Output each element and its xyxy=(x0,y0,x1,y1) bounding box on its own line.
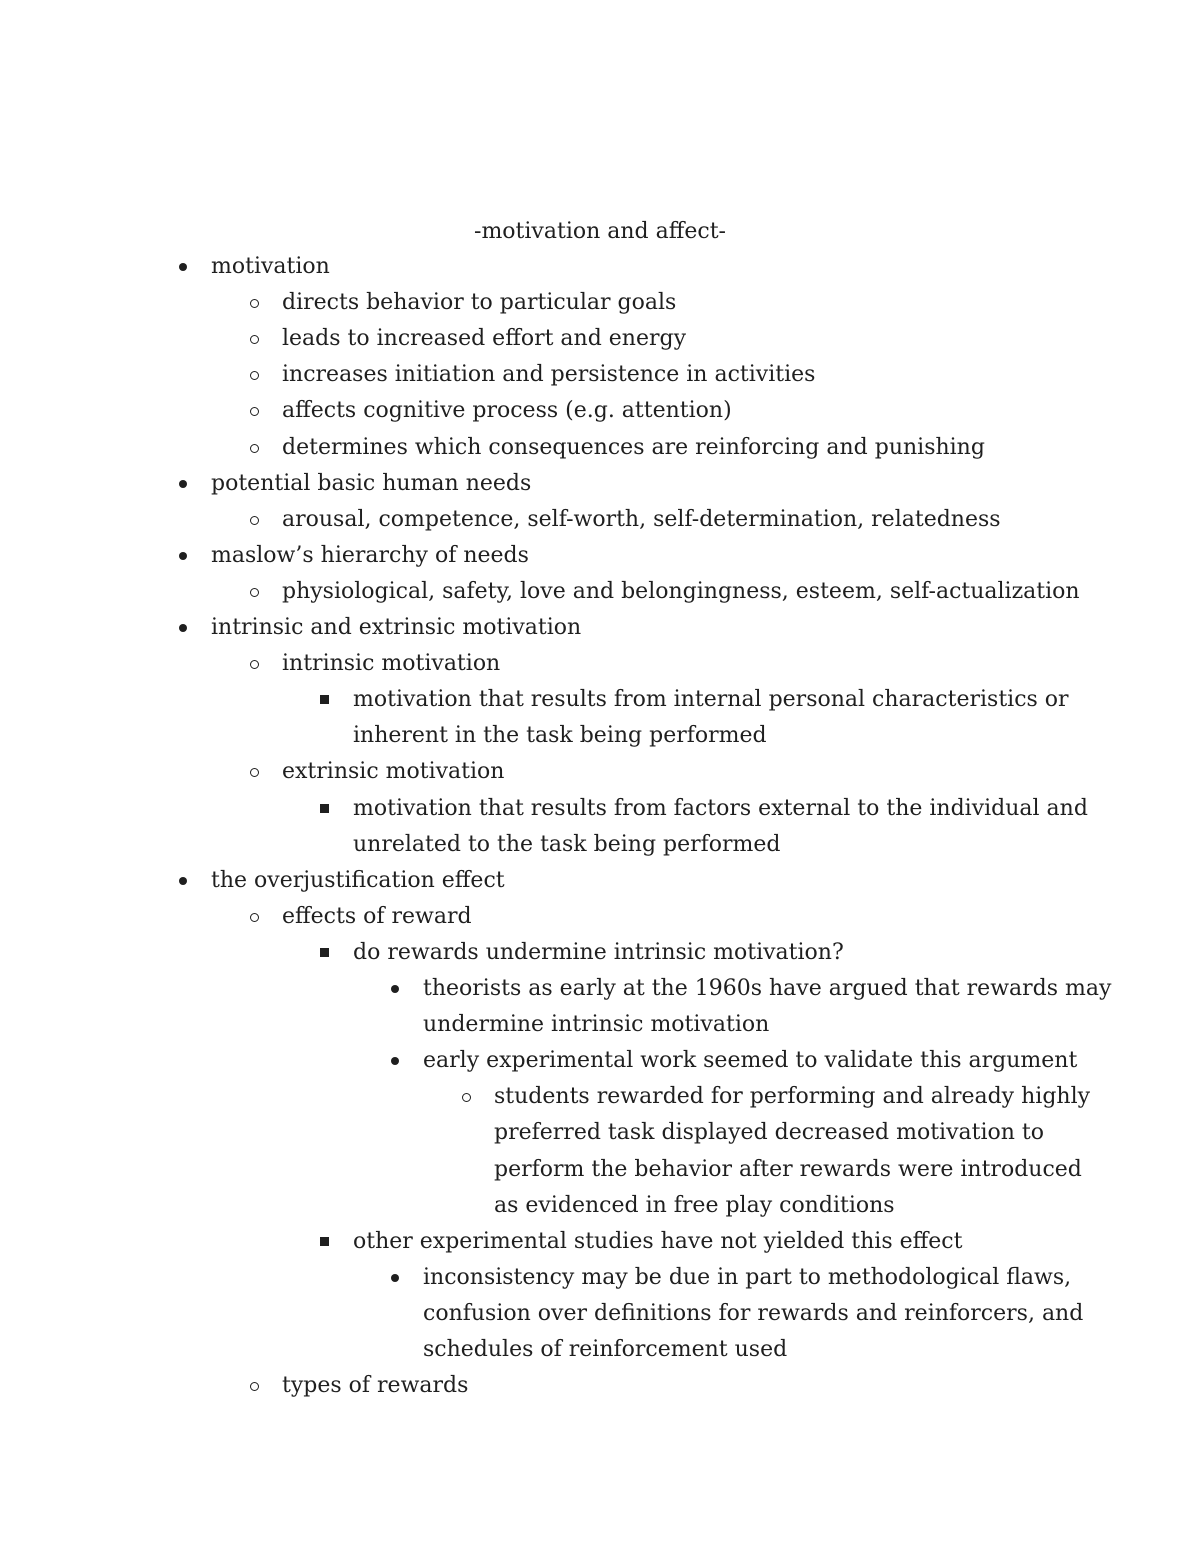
outline-item-text: do rewards undermine intrinsic motivation? xyxy=(353,939,844,965)
outline-item-text: motivation that results from factors external to the individual and xyxy=(353,795,1088,821)
outline-item-text: inherent in the task being performed xyxy=(353,723,767,749)
square-bullet-icon xyxy=(320,804,329,813)
outline-item-text: extrinsic motivation xyxy=(282,759,505,785)
outline-item-text: schedules of reinforcement used xyxy=(423,1337,788,1362)
outline-item-text: as evidenced in free play conditions xyxy=(494,1192,895,1218)
outline-item-text: students rewarded for performing and already highly xyxy=(494,1084,1091,1110)
bullet-icon xyxy=(179,480,187,488)
bullet-icon xyxy=(179,552,187,560)
outline-item-text: directs behavior to particular goals xyxy=(282,290,677,316)
bullet-icon xyxy=(391,1274,399,1282)
outline-item-text: increases initiation and persistence in activities xyxy=(282,362,816,388)
outline-item-text: physiological, safety, love and belongingness, esteem, self-actualization xyxy=(282,578,1080,604)
outline-item-text: motivation that results from internal personal characteristics or xyxy=(353,687,1069,713)
outline-item-text: perform the behavior after rewards were introduced xyxy=(494,1156,1082,1182)
hollow-bullet-icon xyxy=(250,371,259,380)
square-bullet-icon xyxy=(320,1237,329,1246)
hollow-bullet-icon xyxy=(250,768,259,777)
hollow-bullet-icon xyxy=(462,1093,471,1102)
hollow-bullet-icon xyxy=(250,444,259,453)
outline-item-text: leads to increased effort and energy xyxy=(282,326,687,352)
outline-item-text: potential basic human needs xyxy=(211,470,532,496)
outline-item-text: determines which consequences are reinforcing and punishing xyxy=(282,434,985,460)
outline-item-text: affects cognitive process (e.g. attention) xyxy=(282,398,732,424)
hollow-bullet-icon xyxy=(250,335,259,344)
outline-item-text: preferred task displayed decreased motivation to xyxy=(494,1120,1045,1146)
outline-item-text: intrinsic and extrinsic motivation xyxy=(211,615,582,640)
square-bullet-icon xyxy=(320,948,329,957)
outline-item-text: types of rewards xyxy=(282,1373,469,1399)
bullet-icon xyxy=(179,877,187,885)
outline-item-text: the overjustification effect xyxy=(211,867,505,893)
outline-item-text: early experimental work seemed to validate this argument xyxy=(423,1048,1078,1074)
outline-item-text: intrinsic motivation xyxy=(282,651,501,677)
hollow-bullet-icon xyxy=(250,516,259,525)
outline-item-text: other experimental studies have not yielded this effect xyxy=(353,1228,963,1254)
bullet-icon xyxy=(179,624,187,632)
outline-item-text: inconsistency may be due in part to methodological flaws, xyxy=(423,1264,1072,1290)
outline-item-text: confusion over definitions for rewards and reinforcers, and xyxy=(423,1300,1084,1326)
outline-item-text: effects of reward xyxy=(282,903,472,929)
hollow-bullet-icon xyxy=(250,660,259,669)
hollow-bullet-icon xyxy=(250,299,259,308)
bullet-icon xyxy=(391,1057,399,1065)
outline-item-text: motivation xyxy=(211,254,330,279)
hollow-bullet-icon xyxy=(250,913,259,922)
outline-item-text: undermine intrinsic motivation xyxy=(423,1012,770,1038)
document-title: -motivation and affect- xyxy=(474,219,726,244)
bullet-icon xyxy=(179,263,187,271)
hollow-bullet-icon xyxy=(250,407,259,416)
square-bullet-icon xyxy=(320,695,329,704)
outline-item-text: maslow’s hierarchy of needs xyxy=(211,542,529,568)
outline-item-text: theorists as early at the 1960s have argued that rewards may xyxy=(423,976,1112,1001)
hollow-bullet-icon xyxy=(250,1382,259,1391)
outline-item-text: arousal, competence, self-worth, self-determination, relatedness xyxy=(282,506,1001,532)
outline-item-text: unrelated to the task being performed xyxy=(353,831,781,857)
bullet-icon xyxy=(391,985,399,993)
hollow-bullet-icon xyxy=(250,588,259,597)
